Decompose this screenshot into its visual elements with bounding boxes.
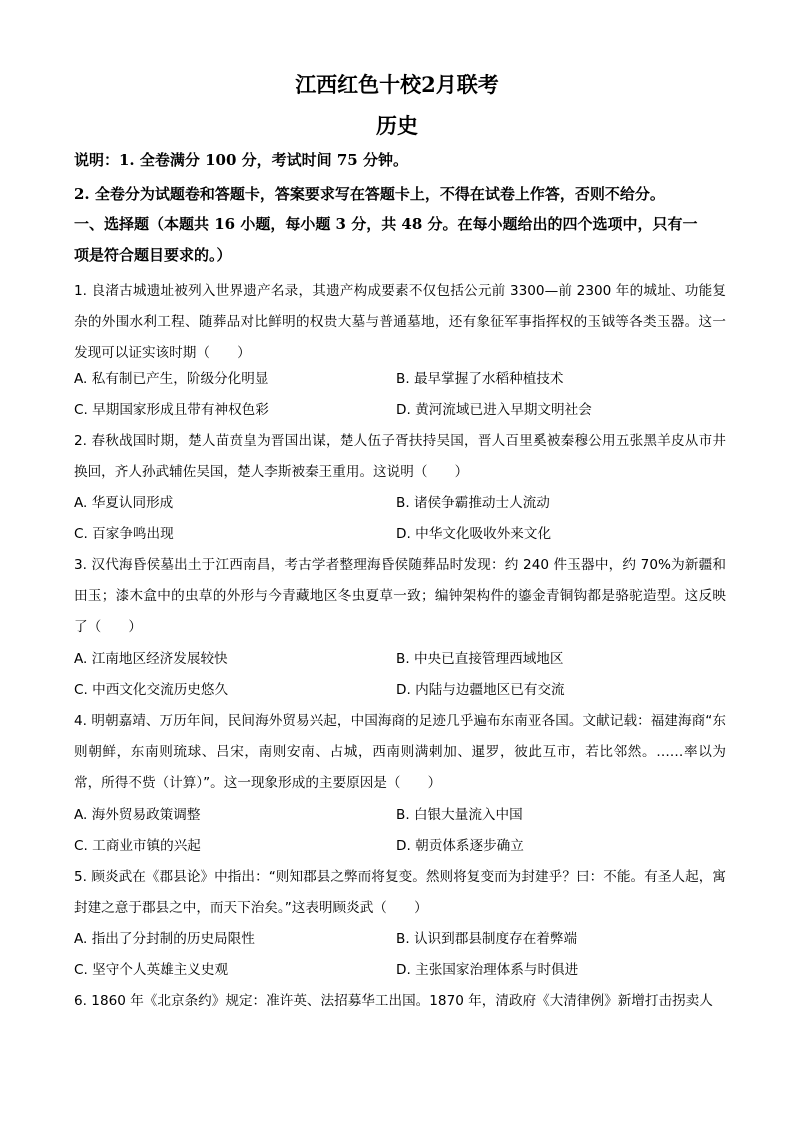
question-4-option-b: B. 白银大量流入中国 (396, 807, 523, 823)
question-3-option-b: B. 中央已直接管理西域地区 (396, 651, 564, 667)
instruction-line-2: 2. 全卷分为试题卷和答题卡，答案要求写在答题卡上，不得在试卷上作答，否则不给分。 (74, 185, 665, 203)
question-3-stem: 3. 汉代海昏侯墓出土于江西南昌，考古学者整理海昏侯随葬品时发现：约 240 件玉器中，约 70%为新疆和田玉；漆木盒中的虫草的外形与今青藏地区冬虫夏草一致；编钟架构件的鎏金青铜钩都是骆驼造型。这反映了（ ） (74, 557, 726, 635)
question-5-option-d: D. 主张国家治理体系与时俱进 (396, 962, 579, 978)
question-2-option-c: C. 百家争鸣出现 (74, 526, 174, 542)
question-3-option-a: A. 江南地区经济发展较快 (74, 651, 228, 667)
question-1-option-b: B. 最早掌握了水稻种植技术 (396, 371, 564, 387)
question-4-option-c: C. 工商业市镇的兴起 (74, 838, 201, 854)
question-1-stem: 1. 良渚古城遗址被列入世界遗产名录，其遗产构成要素不仅包括公元前 3300—前 2300 年的城址、功能复杂的外围水利工程、随葬品对比鲜明的权贵大墓与普通墓地，还有象征军事指挥权的玉钺等各类玉器。这一发现可以证实该时期（ ） (74, 283, 726, 361)
question-1-option-c: C. 早期国家形成且带有神权色彩 (74, 402, 269, 418)
question-4-option-d: D. 朝贡体系逐步确立 (396, 838, 524, 854)
section-heading-line-1: 一、选择题（本题共 16 小题，每小题 3 分，共 48 分。在每小题给出的四个选项中，只有一 (74, 215, 698, 233)
question-5-option-c: C. 坚守个人英雄主义史观 (74, 962, 229, 978)
instruction-line-1: 说明：1. 全卷满分 100 分，考试时间 75 分钟。 (74, 151, 408, 169)
section-heading-line-2: 项是符合题目要求的。） (74, 246, 232, 264)
question-2-stem: 2. 春秋战国时期，楚人苗贲皇为晋国出谋，楚人伍子胥扶持吴国，晋人百里奚被秦穆公用五张黑羊皮从市井换回，齐人孙武辅佐吴国，楚人李斯被秦王重用。这说明（ ） (74, 433, 726, 480)
question-2-option-b: B. 诸侯争霸推动士人流动 (396, 495, 550, 511)
question-4-option-a: A. 海外贸易政策调整 (74, 807, 201, 823)
question-5-option-a: A. 指出了分封制的历史局限性 (74, 931, 255, 947)
exam-title: 江西红色十校2月联考 (295, 72, 499, 97)
subject-title: 历史 (376, 113, 418, 138)
question-1-option-d: D. 黄河流域已进入早期文明社会 (396, 402, 592, 418)
question-3-option-d: D. 内陆与边疆地区已有交流 (396, 682, 565, 698)
question-3-option-c: C. 中西文化交流历史悠久 (74, 682, 229, 698)
question-4-stem: 4. 明朝嘉靖、万历年间，民间海外贸易兴起，中国海商的足迹几乎遍布东南亚各国。文献记载：福建海商“东则朝鲜，东南则琉球、吕宋，南则安南、占城，西南则满剌加、暹罗，彼此互市，若比邻然。……率以为常，所得不赀（计算）”。这一现象形成的主要原因是（ ） (74, 713, 726, 791)
question-1-option-a: A. 私有制已产生，阶级分化明显 (74, 371, 269, 387)
question-2-option-d: D. 中华文化吸收外来文化 (396, 526, 552, 542)
question-5-stem: 5. 顾炎武在《郡县论》中指出：“则知郡县之弊而将复变。然则将复变而为封建乎？曰：不能。有圣人起，寓封建之意于郡县之中，而天下治矣。”这表明顾炎武（ ） (74, 869, 726, 916)
question-5-option-b: B. 认识到郡县制度存在着弊端 (396, 931, 578, 947)
question-2-option-a: A. 华夏认同形成 (74, 495, 174, 511)
question-6-stem: 6. 1860 年《北京条约》规定：准许英、法招募华工出国。1870 年，清政府《大清律例》新增打击拐卖人 (74, 993, 713, 1009)
